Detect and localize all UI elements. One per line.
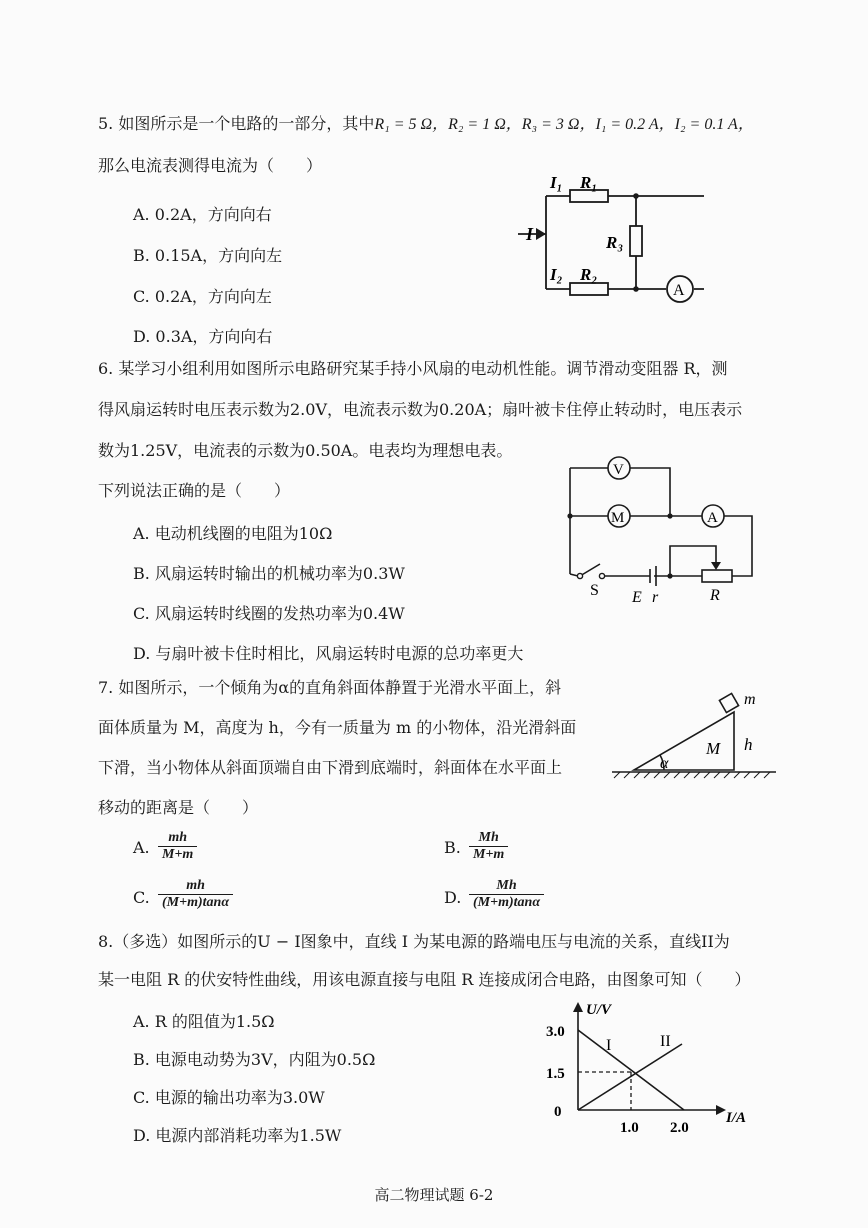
- q7-option-b-numerator: Mh: [478, 830, 499, 845]
- q7-option-b-denominator: M+m: [469, 846, 508, 863]
- q7-option-d-denominator: (M+m)tanα: [469, 894, 544, 911]
- q6-emf-label: E: [632, 589, 642, 606]
- q5-option-c: C. 0.2A，方向向左: [133, 287, 272, 306]
- q6-circuit-diagram: [560, 452, 770, 608]
- q7-option-d-label: D.: [444, 888, 462, 907]
- q6-stem-line2: 得风扇运转时电压表示数为2.0V，电流表示数为0.20A；扇叶被卡住停止转动时，电压表示: [98, 400, 743, 419]
- q7-option-c-fraction: [158, 878, 233, 911]
- q8-tick-3: 3.0: [546, 1024, 565, 1040]
- q5-label-r3: R₃: [606, 233, 624, 252]
- q8-y-label: U/V: [586, 1002, 612, 1018]
- q8-x-label: I/A: [726, 1110, 747, 1126]
- q8-tick-1-5: 1.5: [546, 1066, 565, 1082]
- q6-slider-wire: [670, 546, 716, 576]
- q5-option-a: A. 0.2A，方向向右: [133, 205, 272, 224]
- q7-option-a-label: A.: [133, 838, 150, 857]
- q7-label-m: m: [744, 691, 756, 708]
- q8-option-a: A. R 的阻值为1.5Ω: [133, 1012, 275, 1031]
- q6-switch-blade: [580, 564, 600, 576]
- page-footer: 高二物理试题 6-2: [374, 1186, 494, 1204]
- q7-label-alpha: α: [660, 755, 669, 772]
- q7-label-h: h: [744, 735, 753, 754]
- q5-label-i: I: [526, 224, 534, 244]
- q5-label-r1: R₁: [580, 173, 598, 192]
- q7-option-b-label: B.: [444, 838, 461, 857]
- q5-label-i1: I₁: [550, 173, 563, 192]
- q6-motor-label: M: [611, 510, 625, 526]
- q6-rheostat-label: R: [710, 587, 720, 604]
- q5-given-values: R₁ = 5 Ω，R₂ = 1 Ω，R₃ = 3 Ω，I₁ = 0.2 A，I₂ = 0.1 A，: [374, 116, 754, 133]
- q5-stem-line2: 那么电流表测得电流为（ ）: [98, 156, 323, 175]
- q7-option-a-fraction: [158, 830, 197, 863]
- q7-stem-line1: 7. 如图所示，一个倾角为α的直角斜面体静置于光滑水平面上，斜: [98, 678, 562, 697]
- q7-label-big-m: M: [706, 739, 721, 758]
- q8-tick-x1: 1.0: [620, 1120, 639, 1136]
- q6-internal-r-label: r: [652, 589, 659, 606]
- q8-option-b: B. 电源电动势为3V，内阻为0.5Ω: [133, 1050, 376, 1069]
- q8-tick-x2: 2.0: [670, 1120, 689, 1136]
- q7-small-block: [719, 693, 738, 712]
- q8-stem-line1: 8.（多选）如图所示的U − I图象中，直线 I 为某电源的路端电压与电流的关系，直线II为: [98, 932, 730, 951]
- q8-option-d: D. 电源内部消耗功率为1.5W: [133, 1126, 342, 1145]
- q6-ammeter-label: A: [707, 510, 718, 526]
- q8-origin: 0: [554, 1104, 562, 1120]
- q8-line-II: [578, 1044, 682, 1110]
- q7-option-d-fraction: [469, 878, 544, 911]
- q8-stem-line2: 某一电阻 R 的伏安特性曲线，用该电源直接与电阻 R 连接成闭合电路，由图象可知（ ）: [98, 970, 751, 989]
- q7-stem-line3: 下滑，当小物体从斜面顶端自由下滑到底端时，斜面体在水平面上: [98, 758, 563, 777]
- q5-ammeter-label: A: [673, 282, 685, 299]
- q5-label-i2: I₂: [550, 265, 563, 284]
- q7-stem-line4: 移动的距离是（ ）: [98, 798, 259, 817]
- q7-option-d-numerator: Mh: [496, 878, 517, 893]
- q5-stem-line1: 5. 如图所示是一个电路的一部分，其中R₁ = 5 Ω，R₂ = 1 Ω，R₃ = 3 Ω，I₁ = 0.2 A，I₂ = 0.1 A，: [98, 114, 754, 133]
- q6-rheostat: [702, 570, 732, 582]
- q7-ground-hatch: [614, 772, 770, 778]
- q6-switch-label: S: [590, 582, 599, 599]
- q6-option-c: C. 风扇运转时线圈的发热功率为0.4W: [133, 604, 405, 623]
- q8-y-arrow: [573, 1002, 583, 1012]
- q7-option-c-label: C.: [133, 888, 150, 907]
- q6-stem-line3: 数为1.25V，电流表的示数为0.50A。电表均为理想电表。: [98, 441, 513, 460]
- q5-option-b: B. 0.15A，方向向左: [133, 246, 283, 265]
- q5-label-r2: R₂: [580, 265, 598, 284]
- q7-option-a-denominator: M+m: [158, 846, 197, 863]
- q8-x-arrow: [716, 1105, 726, 1115]
- q5-resistor-r2: [570, 283, 608, 295]
- q5-circuit-diagram: [518, 168, 718, 298]
- q7-option-c-denominator: (M+m)tanα: [158, 894, 233, 911]
- q8-line-I-label: I: [606, 1037, 612, 1054]
- q7-option-c-numerator: mh: [186, 878, 205, 893]
- q7-option-b-fraction: [469, 830, 508, 863]
- q5-option-d: D. 0.3A，方向向右: [133, 327, 273, 346]
- q6-voltmeter-label: V: [613, 462, 624, 478]
- q8-option-c: C. 电源的输出功率为3.0W: [133, 1088, 325, 1107]
- q6-option-a: A. 电动机线圈的电阻为10Ω: [133, 524, 333, 543]
- q6-option-d: D. 与扇叶被卡住时相比，风扇运转时电源的总功率更大: [133, 644, 524, 663]
- q6-option-b: B. 风扇运转时输出的机械功率为0.3W: [133, 564, 405, 583]
- q6-stem-line1: 6. 某学习小组利用如图所示电路研究某手持小风扇的电动机性能。调节滑动变阻器 R，测: [98, 359, 728, 378]
- q8-line-II-label: II: [660, 1033, 671, 1050]
- q7-incline-diagram: [606, 688, 786, 780]
- q7-option-a-numerator: mh: [168, 830, 187, 845]
- q7-stem-line2: 面体质量为 M，高度为 h，今有一质量为 m 的小物体，沿光滑斜面: [98, 718, 577, 737]
- q6-main-branch: [570, 516, 752, 576]
- q5-resistor-r3: [630, 226, 642, 256]
- q8-ui-graph: [540, 1000, 760, 1136]
- q6-stem-line4: 下列说法正确的是（ ）: [98, 481, 291, 500]
